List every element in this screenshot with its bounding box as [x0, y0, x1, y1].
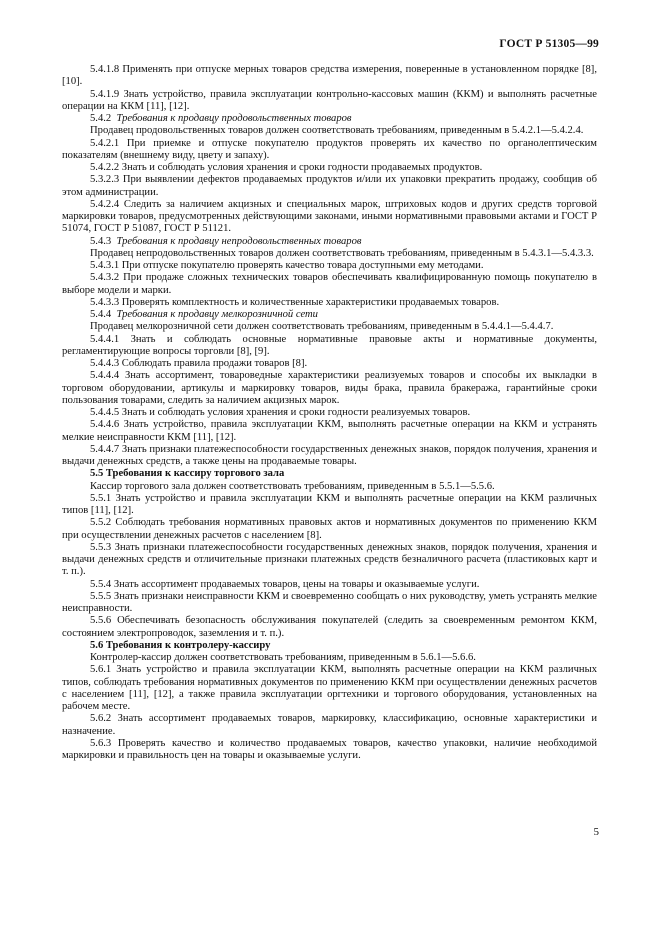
subsection-number: 5.4.3: [90, 235, 112, 247]
paragraph: 5.5.6 Обеспечивать безопасность обслуживания покупателей (следить за своевременным ремонтом ККМ, состоянием электропроводок, заземления и т. п.).: [62, 615, 597, 639]
paragraph: 5.4.4.1 Знать и соблюдать основные нормативные правовые акты и нормативные документы, регламентирующие вопросы торговли [8], [9].: [62, 333, 597, 357]
paragraph: 5.4.4.4 Знать ассортимент, товароведные характеристики реализуемых товаров и способы их выкладки в торговом оборудовании, артикулы и маркировку товаров, виды брака, правила бракеража, гарантийные сроки пользования товарами, следить за наличием акцизных марок.: [62, 370, 597, 406]
paragraph: 5.4.4.7 Знать признаки платежеспособности государственных денежных знаков, порядок получения, хранения и выдачи денежных средств, а также цены на продаваемые товары.: [62, 443, 597, 467]
paragraph: Продавец продовольственных товаров должен соответствовать требованиям, приведенным в 5.4.2.1—5.4.2.4.: [90, 125, 584, 137]
document-body: [62, 64, 597, 762]
subsection-heading: [62, 309, 597, 321]
paragraph: 5.4.2.1 При приемке и отпуске покупателю продуктов проверять их качество по органолептическим показателям (внешнему виду, цвету и запаху).: [62, 137, 597, 161]
paragraph: 5.4.4.3 Соблюдать правила продажи товаров [8].: [90, 358, 308, 369]
paragraph: 5.4.4.5 Знать и соблюдать условия хранения и сроки годности реализуемых товаров.: [90, 407, 471, 418]
paragraph: Продавец мелкорозничной сети должен соответствовать требованиям, приведенным в 5.4.4.1—5.4.4.7.: [90, 321, 554, 333]
paragraph: 5.5.3 Знать признаки платежеспособности государственных денежных знаков, порядок получения, хранения и выдачи денежных средств и отличительные признаки платежных средств безналичного расчета (пластиковых карт и т. п.).: [62, 541, 597, 578]
subsection-number: 5.4.4: [90, 309, 112, 320]
paragraph: 5.4.3.1 При отпуске покупателю проверять качество товара доступными ему методами.: [90, 260, 484, 271]
page-number: 5: [593, 826, 599, 838]
paragraph: 5.4.1.8 Применять при отпуске мерных товаров средства измерения, поверенные в установленном порядке [8], [10].: [62, 64, 597, 88]
paragraph: 5.6.1 Знать устройство и правила эксплуатации ККМ, выполнять расчетные операции на ККМ различных типов, соблюдать требования нормативных документов по применению ККМ при осуществлении денежных расчетов с населением [11], [12], а также правила эксплуатации оргтехники и торгового оборудования, установленных на рабочем месте.: [62, 664, 597, 712]
subsection-heading: [62, 113, 597, 125]
subsection-title: Требования к продавцу продовольственных товаров: [116, 113, 352, 124]
paragraph: 5.4.3.3 Проверять комплектность и количественные характеристики продаваемых товаров.: [90, 296, 500, 308]
subsection-heading: [62, 236, 597, 248]
paragraph: 5.5.5 Знать признаки неисправности ККМ и своевременно сообщать о них руководству, уметь устранять мелкие неисправности.: [62, 590, 597, 614]
subsection-number: 5.4.2: [90, 113, 112, 124]
subsection-title: Требования к продавцу непродовольственных товаров: [116, 235, 362, 247]
paragraph: Продавец непродовольственных товаров должен соответствовать требованиям, приведенным в 5.4.3.1—5.4.3.3.: [90, 247, 594, 259]
paragraph: Контролер-кассир должен соответствовать требованиям, приведенным в 5.6.1—5.6.6.: [90, 652, 476, 663]
paragraph: 5.4.4.6 Знать устройство, правила эксплуатации ККМ, выполнять расчетные операции на ККМ и устранять мелкие неисправности ККМ [11], [12].: [62, 419, 597, 443]
paragraph: 5.6.2 Знать ассортимент продаваемых товаров, маркировку, классификацию, основные характеристики и назначение.: [62, 713, 597, 737]
section-heading: 5.6 Требования к контролеру-кассиру: [90, 639, 271, 651]
subsection-title: Требования к продавцу мелкорозничной сети: [116, 309, 318, 320]
section-heading: 5.5 Требования к кассиру торгового зала: [90, 468, 285, 480]
paragraph: 5.6.3 Проверять качество и количество продаваемых товаров, качество упаковки, наличие необходимой маркировки и правильность цен на товары и оказываемые услуги.: [62, 737, 597, 761]
paragraph: 5.3.2.3 При выявлении дефектов продаваемых продуктов и/или их упаковки прекратить продажу, сообщив об этом администрации.: [62, 174, 597, 198]
paragraph: 5.4.2.4 Следить за наличием акцизных и специальных марок, штриховых кодов и других средств торговой маркировки товаров, предусмотренных действующими законами, иными нормативными правовыми актами и ГОСТ Р 51074, ГОСТ Р 51087, ГОСТ Р 51121.: [62, 198, 597, 235]
document-header: ГОСТ Р 51305—99: [499, 38, 599, 50]
paragraph: 5.5.1 Знать устройство и правила эксплуатации ККМ и выполнять расчетные операции на ККМ различных типов [11], [12].: [62, 492, 597, 516]
paragraph: 5.4.3.2 При продаже сложных технических товаров обеспечивать квалифицированную помощь покупателю в выборе модели и марки.: [62, 272, 597, 296]
paragraph: Кассир торгового зала должен соответствовать требованиям, приведенным в 5.5.1—5.5.6.: [90, 480, 495, 492]
paragraph: 5.5.4 Знать ассортимент продаваемых товаров, цены на товары и оказываемые услуги.: [90, 578, 480, 590]
paragraph: 5.4.1.9 Знать устройство, правила эксплуатации контрольно-кассовых машин (ККМ) и выполнять расчетные операции на ККМ [11], [12].: [62, 88, 597, 112]
paragraph: 5.5.2 Соблюдать требования нормативных правовых актов и нормативных документов по применению ККМ при осуществлении денежных расчетов с населением [8].: [62, 517, 597, 541]
paragraph: 5.4.2.2 Знать и соблюдать условия хранения и сроки годности продаваемых продуктов.: [90, 162, 483, 173]
